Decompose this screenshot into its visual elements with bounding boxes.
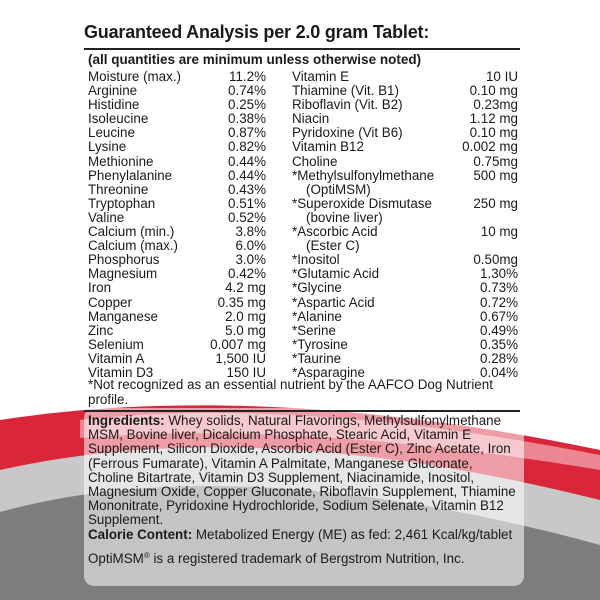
aafco-footnote: *Not recognized as an essential nutrient by the AAFCO Dog Nutrient profile. <box>88 377 493 407</box>
nutrient-value: 0.007 mg <box>210 336 266 352</box>
nutrient-row <box>88 239 266 253</box>
nutrient-row <box>88 296 266 310</box>
nutrient-value: 6.0% <box>235 238 266 254</box>
ingredients-text <box>88 414 520 528</box>
nutrient-row <box>88 352 266 366</box>
nutrient-name: Calcium (min.) <box>88 224 175 240</box>
nutrient-name: *Ascorbic Acid <box>292 224 378 240</box>
nutrient-value: 250 mg <box>473 195 518 211</box>
nutrient-value: 0.44% <box>228 167 266 183</box>
nutrient-row <box>88 140 266 154</box>
nutrient-row <box>292 98 518 112</box>
nutrient-row <box>292 338 518 352</box>
nutrient-value: 0.35% <box>480 336 518 352</box>
nutrient-row <box>292 296 518 310</box>
nutrient-name: Copper <box>88 294 132 310</box>
nutrient-row <box>88 253 266 267</box>
nutrient-name-detail: (bovine liver) <box>306 209 383 225</box>
nutrient-value: 0.44% <box>228 153 266 169</box>
nutrient-value: 3.8% <box>235 224 266 240</box>
nutrient-row <box>88 338 266 352</box>
nutrient-name: *Alanine <box>292 308 342 324</box>
nutrient-name: Phenylalanine <box>88 167 173 183</box>
nutrient-value: 1.12 mg <box>469 111 518 127</box>
nutrient-name: Valine <box>88 209 125 225</box>
nutrient-name: Riboflavin (Vit. B2) <box>292 97 403 113</box>
nutrient-row <box>292 140 518 154</box>
nutrient-row <box>292 225 518 253</box>
nutrient-value: 1.30% <box>480 266 518 282</box>
nutrient-name: Manganese <box>88 308 158 324</box>
nutrient-name: Vitamin E <box>292 69 350 84</box>
nutrient-name: *Aspartic Acid <box>292 294 375 310</box>
nutrient-name: Histidine <box>88 97 140 113</box>
nutrient-name: Moisture (max.) <box>88 69 182 84</box>
analysis-title: Guaranteed Analysis per 2.0 gram Tablet: <box>84 22 430 42</box>
nutrient-row <box>292 253 518 267</box>
nutrient-value: 0.87% <box>228 125 266 141</box>
nutrient-name: Vitamin D3 <box>88 364 154 380</box>
nutrient-name: Lysine <box>88 139 127 155</box>
nutrient-row <box>88 225 266 239</box>
nutrient-value: 1,500 IU <box>215 350 266 366</box>
nutrient-name: *Methylsulfonylmethane <box>292 167 435 183</box>
registered-mark: ® <box>143 551 150 560</box>
nutrient-value: 0.04% <box>480 364 518 380</box>
nutrient-name: Phosphorus <box>88 252 160 268</box>
nutrient-name: Threonine <box>88 181 149 197</box>
nutrient-value: 0.52% <box>228 209 266 225</box>
nutrient-name: Tryptophan <box>88 195 156 211</box>
nutrient-row <box>292 310 518 324</box>
nutrient-name-detail: (OptiMSM) <box>306 181 371 197</box>
nutrient-name: Thiamine (Vit. B1) <box>292 83 399 99</box>
nutrient-name: Vitamin B12 <box>292 139 364 155</box>
trademark-suffix: is a registered trademark of Bergstrom Nutrition, Inc. <box>149 551 465 566</box>
analysis-subtitle: (all quantities are minimum unless otherwise noted) <box>88 52 422 67</box>
nutrient-column-left <box>88 70 266 380</box>
nutrient-name: *Glutamic Acid <box>292 266 380 282</box>
nutrient-row <box>292 197 518 225</box>
nutrient-name-detail: (Ester C) <box>306 238 360 254</box>
nutrient-value: 0.35 mg <box>217 294 266 310</box>
nutrient-row <box>292 352 518 366</box>
title-divider <box>84 48 520 50</box>
nutrient-name: *Serine <box>292 322 336 338</box>
nutrient-row <box>292 324 518 338</box>
nutrient-column-right <box>292 70 518 380</box>
nutrient-row <box>88 310 266 324</box>
nutrient-value: 10 mg <box>480 224 518 240</box>
nutrient-row <box>292 267 518 281</box>
nutrient-name: *Glycine <box>292 280 342 296</box>
nutrient-value: 0.10 mg <box>469 83 518 99</box>
nutrient-value: 4.2 mg <box>225 280 266 296</box>
nutrient-row <box>88 112 266 126</box>
nutrient-value: 0.10 mg <box>469 125 518 141</box>
nutrient-value: 0.43% <box>228 181 266 197</box>
nutrient-value: 2.0 mg <box>225 308 266 324</box>
nutrient-value: 11.2% <box>229 69 266 84</box>
nutrient-name: Arginine <box>88 83 138 99</box>
trademark-prefix: OptiMSM <box>88 551 144 566</box>
nutrient-row <box>88 70 266 84</box>
nutrient-row <box>88 155 266 169</box>
nutrient-row <box>292 169 518 197</box>
nutrient-name: Isoleucine <box>88 111 149 127</box>
nutrient-name: *Taurine <box>292 350 342 366</box>
nutrient-name: Niacin <box>292 111 330 127</box>
nutrient-name: Selenium <box>88 336 144 352</box>
nutrient-row <box>292 84 518 98</box>
nutrient-value: 0.72% <box>480 294 518 310</box>
calorie-value: Metabolized Energy (ME) as fed: 2,461 Kcal/kg/tablet <box>192 527 513 542</box>
nutrient-row <box>88 98 266 112</box>
nutrient-name: Calcium (max.) <box>88 238 179 254</box>
nutrient-value: 0.42% <box>228 266 266 282</box>
nutrient-value: 0.82% <box>228 139 266 155</box>
nutrient-value: 0.73% <box>480 280 518 296</box>
nutrient-row <box>88 211 266 225</box>
nutrient-value: 500 mg <box>473 167 518 183</box>
nutrient-row <box>292 70 518 84</box>
calorie-content <box>88 528 528 542</box>
nutrient-name: *Asparagine <box>292 364 365 380</box>
nutrient-value: 0.50mg <box>473 252 518 268</box>
ingredients-list: Whey solids, Natural Flavorings, Methylsulfonylmethane MSM, Bovine liver, Dicalcium Phosphate, Stearic Acid, Vitamin E Supplement, Silicon Dioxide, Ascorbic Acid (Ester C), Zinc Acetate, Iron (Ferrous Fumarate), Vitamin A Palmitate, Manganese Gluconate, Choline Bitartrate, Vitamin D3 Supplement, Niacinamide, Inositol, Magnesium Oxide, Copper Gluconate, Riboflavin Supplement, Thiamine Mononitrate, Pyridoxine Hydrochloride, Sodium Selenate, Vitamin B12 Supplement. <box>88 413 516 528</box>
nutrient-name: *Tyrosine <box>292 336 348 352</box>
nutrient-row <box>292 126 518 140</box>
nutrient-name: Iron <box>88 280 112 296</box>
nutrient-name: Choline <box>292 153 338 169</box>
nutrient-row <box>88 267 266 281</box>
nutrient-value: 0.51% <box>228 195 266 211</box>
nutrient-value: 0.74% <box>228 83 266 99</box>
nutrient-name: Methionine <box>88 153 154 169</box>
nutrient-value: 0.75mg <box>473 153 518 169</box>
nutrient-value: 0.23mg <box>473 97 518 113</box>
nutrient-row <box>292 112 518 126</box>
calorie-label: Calorie Content: <box>88 527 193 542</box>
nutrient-value: 3.0% <box>235 252 266 268</box>
nutrient-value: 0.38% <box>228 111 266 127</box>
nutrient-name: Leucine <box>88 125 135 141</box>
nutrient-value: 0.002 mg <box>462 139 518 155</box>
nutrient-row <box>88 169 266 183</box>
nutrient-value: 0.28% <box>480 350 518 366</box>
nutrient-row <box>292 281 518 295</box>
nutrient-value: 0.67% <box>480 308 518 324</box>
nutrient-name: *Superoxide Dismutase <box>292 195 432 211</box>
nutrient-value: 5.0 mg <box>225 322 266 338</box>
nutrient-name: Pyridoxine (Vit B6) <box>292 125 403 141</box>
nutrient-row <box>88 197 266 211</box>
nutrient-row <box>88 183 266 197</box>
ingredients-label: Ingredients: <box>88 413 165 428</box>
nutrient-value: 150 IU <box>226 364 266 380</box>
nutrient-name: Vitamin A <box>88 350 145 366</box>
nutrient-row <box>292 155 518 169</box>
nutrient-row <box>88 84 266 98</box>
trademark-note <box>88 549 465 566</box>
nutrient-row <box>88 324 266 338</box>
section-divider <box>84 410 520 412</box>
nutrient-value: 0.25% <box>228 97 266 113</box>
nutrient-name: Zinc <box>88 322 114 338</box>
nutrient-value: 0.49% <box>480 322 518 338</box>
nutrient-row <box>88 126 266 140</box>
nutrient-name: *Inositol <box>292 252 340 268</box>
nutrient-value: 10 IU <box>485 69 518 84</box>
nutrient-row <box>88 281 266 295</box>
nutrient-name: Magnesium <box>88 266 158 282</box>
